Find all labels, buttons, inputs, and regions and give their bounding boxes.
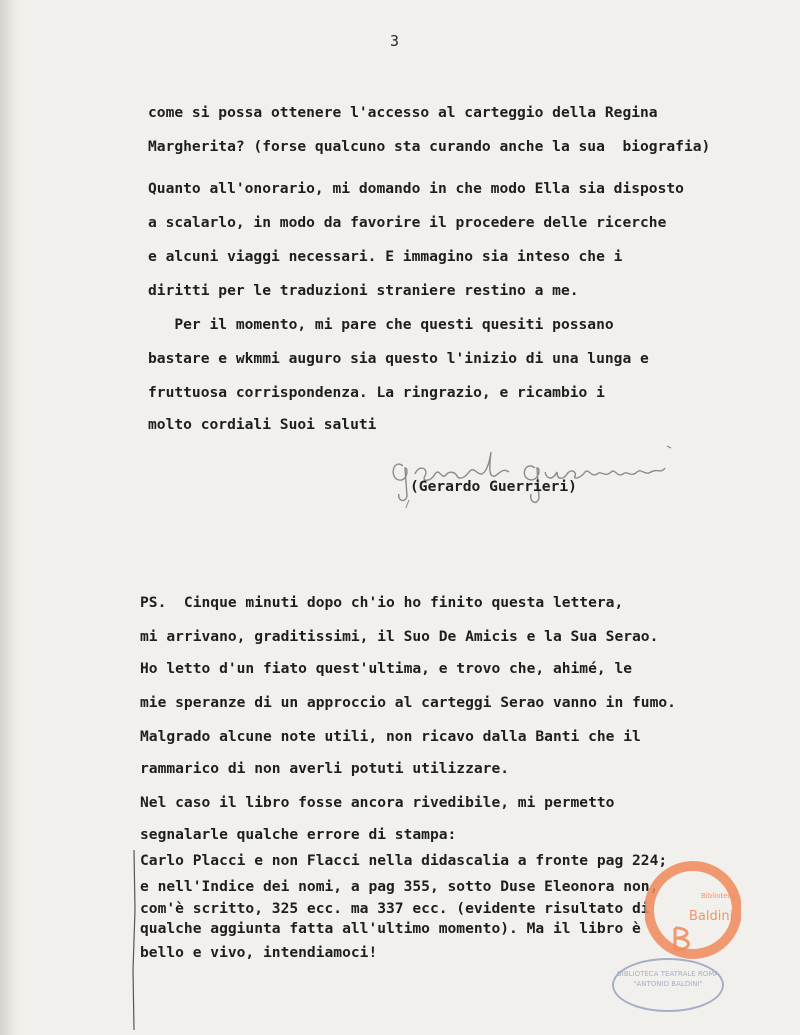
body-line: a scalarlo, in modo da favorire il procedere delle ricerche <box>148 214 667 231</box>
postscript-line: PS. Cinque minuti dopo ch'io ho finito questa lettera, <box>140 594 624 611</box>
postscript-line: qualche aggiunta fatta all'ultimo momento). Ma il libro è <box>140 920 641 937</box>
body-line: Margherita? (forse qualcuno sta curando anche la sua biografia) <box>148 138 711 155</box>
postscript-line: mi arrivano, graditissimi, il Suo De Amicis e la Sua Serao. <box>140 628 659 645</box>
handwritten-signature <box>385 438 685 508</box>
page-number: 3 <box>390 32 400 50</box>
postscript-line: com'è scritto, 325 ecc. ma 337 ecc. (evidente risultato di <box>140 900 650 917</box>
body-line: e alcuni viaggi necessari. E immagino sia inteso che i <box>148 248 623 265</box>
svg-text:Biblioteca: Biblioteca <box>701 892 736 900</box>
postscript-line: Ho letto d'un fiato quest'ultima, e trovo che, ahimé, le <box>140 660 633 677</box>
postscript-line: segnalarle qualche errore di stampa: <box>140 826 457 843</box>
body-line: diritti per le traduzioni straniere restino a me. <box>148 282 579 299</box>
library-logo-stamp <box>645 858 741 966</box>
postscript-line: Carlo Placci e non Flacci nella didascalia a fronte pag 224; <box>140 852 668 869</box>
postscript-line: rammarico di non averli potuti utilizzare. <box>140 760 510 777</box>
postscript-line: e nell'Indice dei nomi, a pag 355, sotto Duse Eleonora non, <box>140 878 659 895</box>
body-line: fruttuosa corrispondenza. La ringrazio, e ricambio i <box>148 384 605 401</box>
margin-pencil-line <box>128 850 140 1030</box>
body-line: molto cordiali Suoi saluti <box>148 416 377 433</box>
body-line: bastare e wkmmi auguro sia questo l'inizio di una lunga e <box>148 350 649 367</box>
library-oval-stamp: BIBLIOTECA TEATRALE ROMA "ANTONIO BALDINI" <box>612 958 724 1012</box>
body-line: Per il momento, mi pare che questi quesiti possano <box>148 316 614 333</box>
postscript-line: Malgrado alcune note utili, non ricavo dalla Banti che il <box>140 728 641 745</box>
postscript-line: bello e vivo, intendiamoci! <box>140 944 378 961</box>
body-line: Quanto all'onorario, mi domando in che modo Ella sia disposto <box>148 180 684 197</box>
svg-text:Baldini: Baldini <box>689 909 734 924</box>
postscript-line: Nel caso il libro fosse ancora rivedibile, mi permetto <box>140 794 615 811</box>
body-line: come si possa ottenere l'accesso al carteggio della Regina <box>148 104 658 121</box>
typed-signature: (Gerardo Guerrieri) <box>410 478 577 495</box>
postscript-line: mie speranze di un approccio al carteggi Serao vanno in fumo. <box>140 694 676 711</box>
